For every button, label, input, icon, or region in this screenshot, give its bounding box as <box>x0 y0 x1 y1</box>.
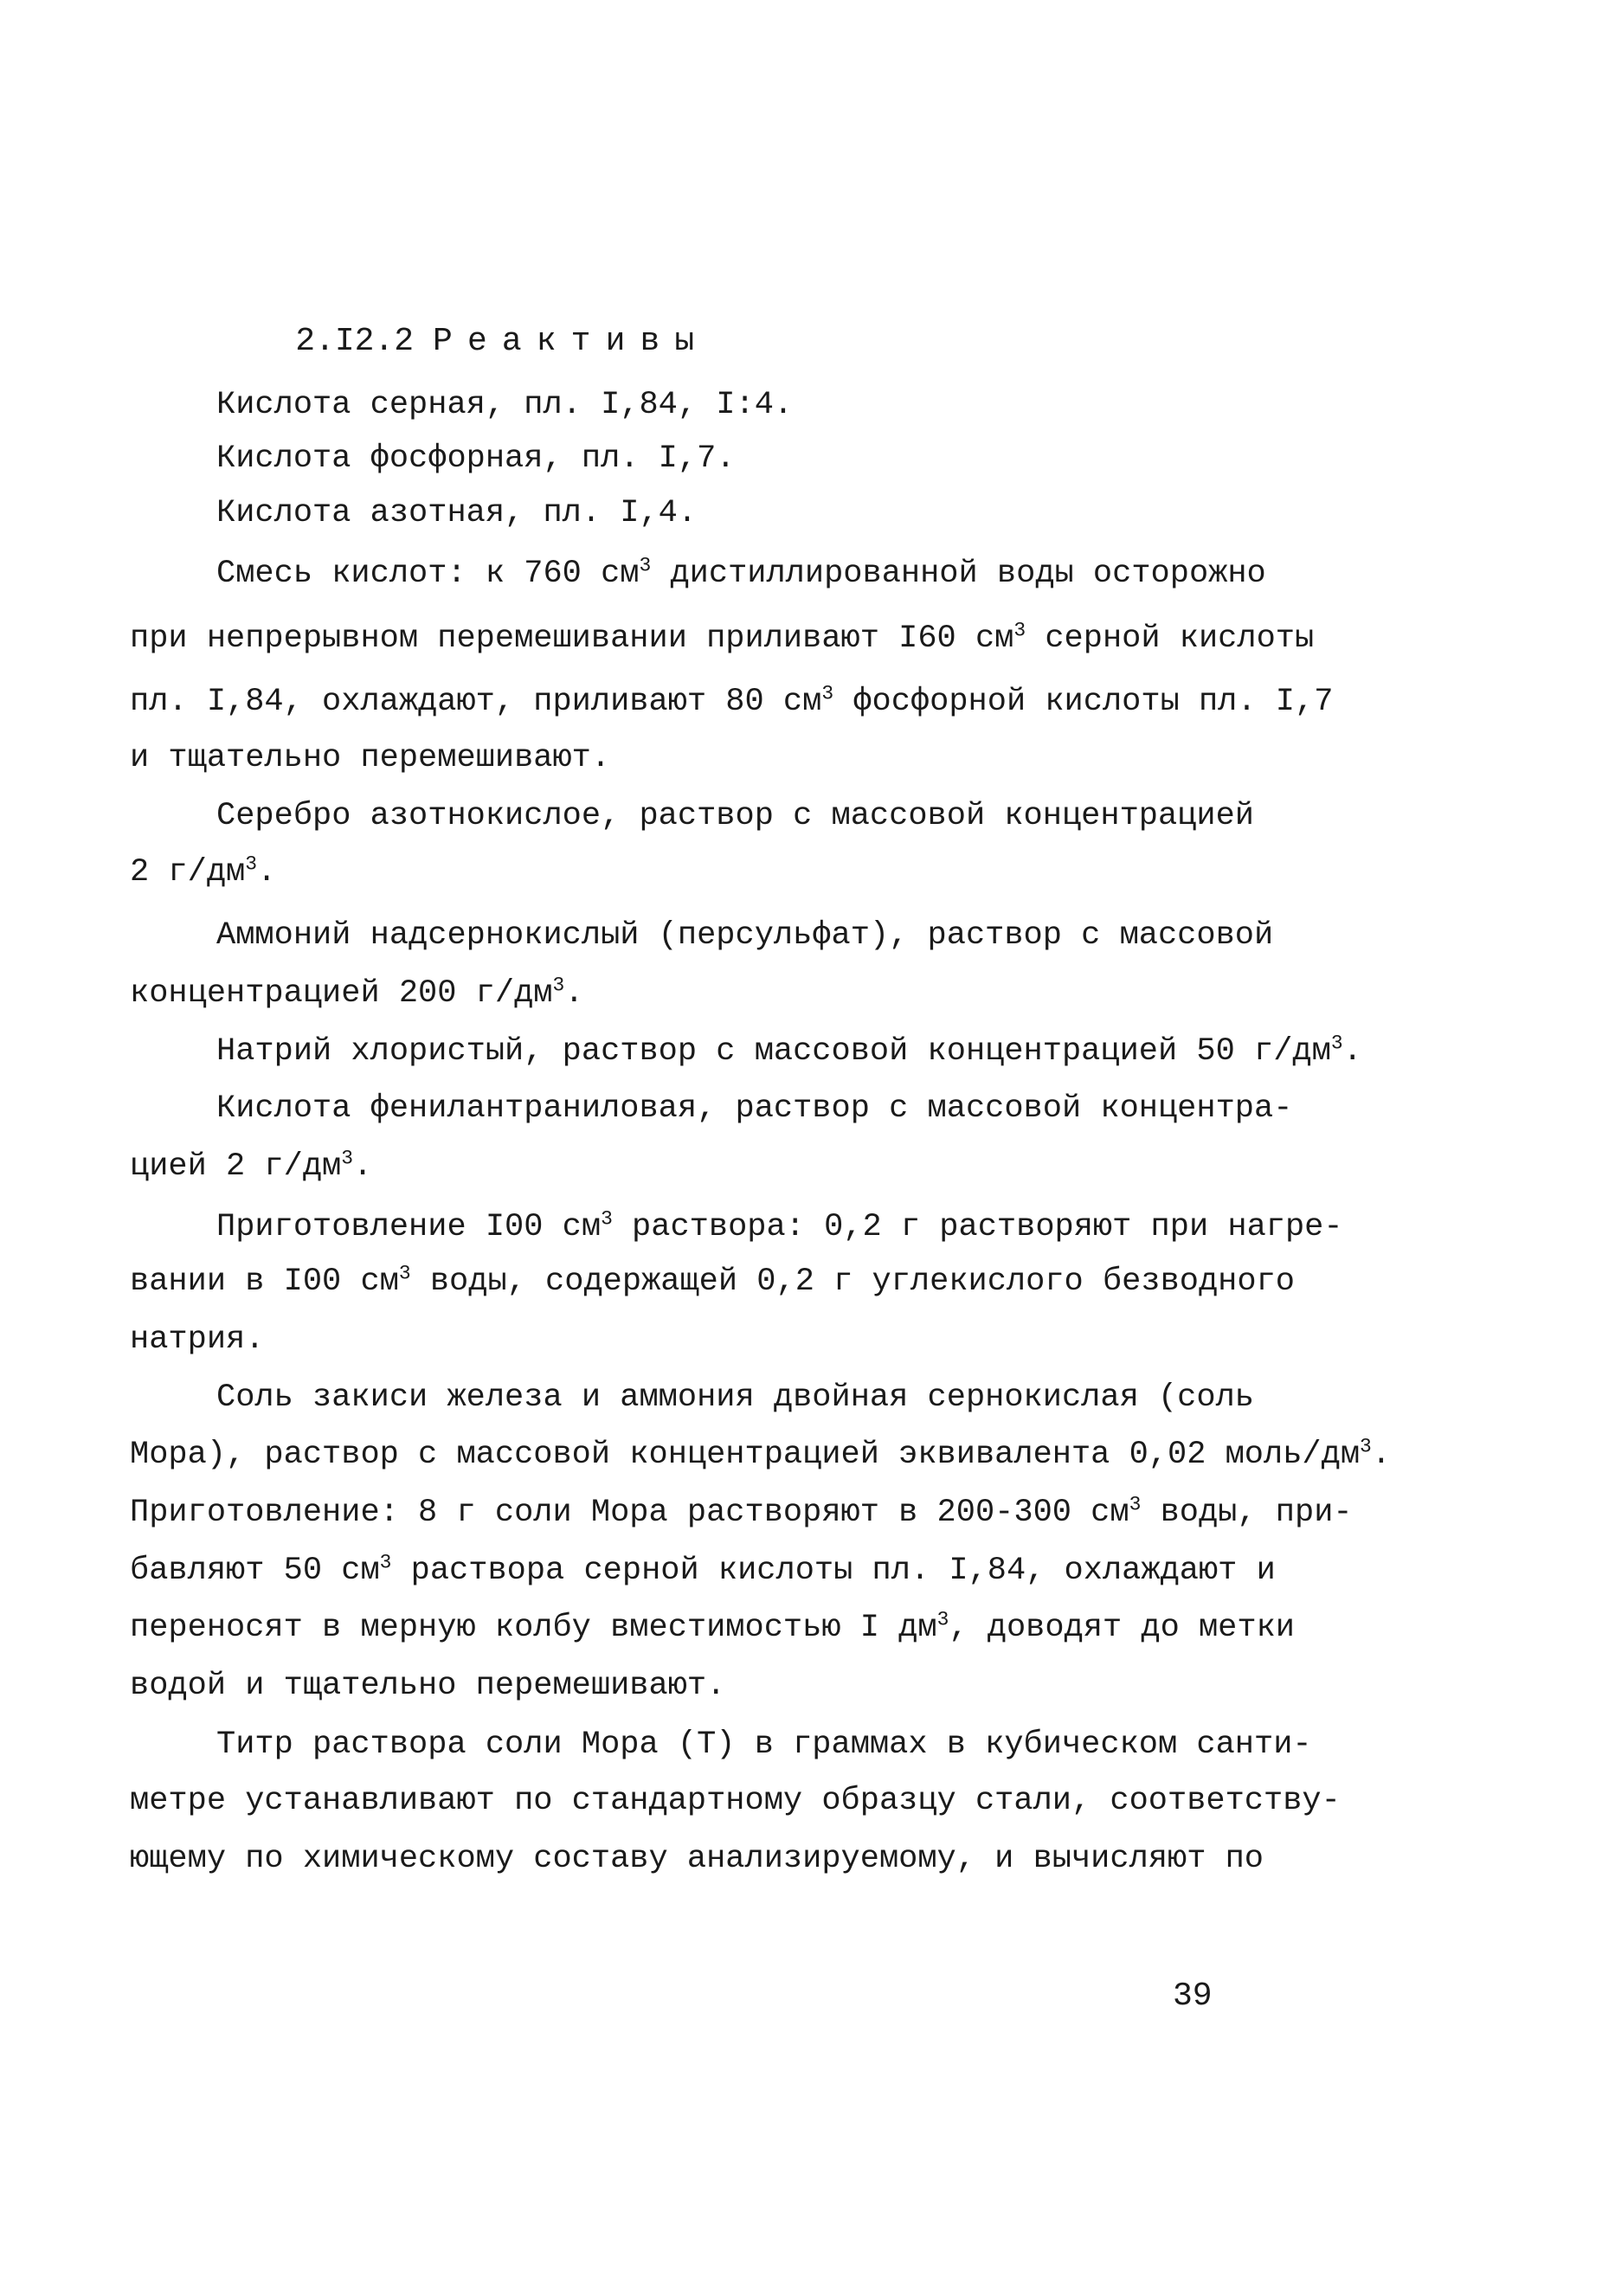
text-line: и тщательно перемешивают. <box>130 740 611 776</box>
text-line: Соль закиси железа и аммония двойная сернокислая (соль <box>216 1380 1254 1416</box>
text-line: Серебро азотнокислое, раствор с массовой концентрацией <box>216 798 1254 834</box>
text-line: Кислота фосфорная, пл. I,7. <box>216 441 736 477</box>
section-title: Реактивы <box>433 323 710 360</box>
text-line: бавляют 50 $см^3$ раствора серной кислоты пл. I,84, охлаждают и <box>130 1551 1276 1589</box>
text-line: 2 $г/дм^3$. <box>130 852 277 891</box>
text-line: водой и тщательно перемешивают. <box>130 1668 726 1704</box>
text-line: концентрацией 200 $г/дм^3$. <box>130 974 584 1012</box>
section-number: 2.I2.2 <box>295 323 415 360</box>
text-line: Приготовление: 8 г соли Мора растворяют в 200-300 $см^3$ воды, при- <box>130 1493 1353 1531</box>
text-line: Титр раствора соли Мора (Т) в граммах в кубическом санти- <box>216 1727 1312 1763</box>
text-line: Мора), раствор с массовой концентрацией эквивалента 0,02 моль/$дм^3$. <box>130 1435 1392 1473</box>
text-line: Приготовление I00 $см^3$ раствора: 0,2 г растворяют при нагре- <box>216 1207 1343 1245</box>
text-line: при непрерывном перемешивании приливают I60 $см^3$ серной кислоты <box>130 619 1315 657</box>
text-line: Смесь кислот: к 760 $см^3$ дистиллированной воды осторожно <box>216 554 1266 592</box>
text-line: Кислота азотная, пл. I,4. <box>216 495 698 531</box>
text-line: Кислота фенилантраниловая, раствор с массовой концентра- <box>216 1090 1293 1127</box>
text-line: цией 2 $г/дм^3$. <box>130 1147 373 1185</box>
page-number: 39 <box>1173 1978 1213 2015</box>
text-line: пл. I,84, охлаждают, приливают 80 $см^3$ фосфорной кислоты пл. I,7 <box>130 682 1334 720</box>
text-line: Кислота серная, пл. I,84, I:4. <box>216 387 794 423</box>
section-heading <box>216 286 709 397</box>
text-line: вании в I00 $см^3$ воды, содержащей 0,2 г углекислого безводного <box>130 1262 1295 1300</box>
text-line: ющему по химическому составу анализируемому, и вычисляют по <box>130 1841 1264 1877</box>
text-line: натрия. <box>130 1322 265 1358</box>
text-line: метре устанавливают по стандартному образцу стали, соответству- <box>130 1783 1341 1819</box>
text-line: Аммоний надсернокислый (персульфат), раствор с массовой <box>216 917 1274 954</box>
text-line: переносят в мерную колбу вместимостью I $дм^3$, доводят до метки <box>130 1608 1295 1646</box>
text-line: Натрий хлористый, раствор с массовой концентрацией 50 $г/дм^3$. <box>216 1032 1362 1070</box>
